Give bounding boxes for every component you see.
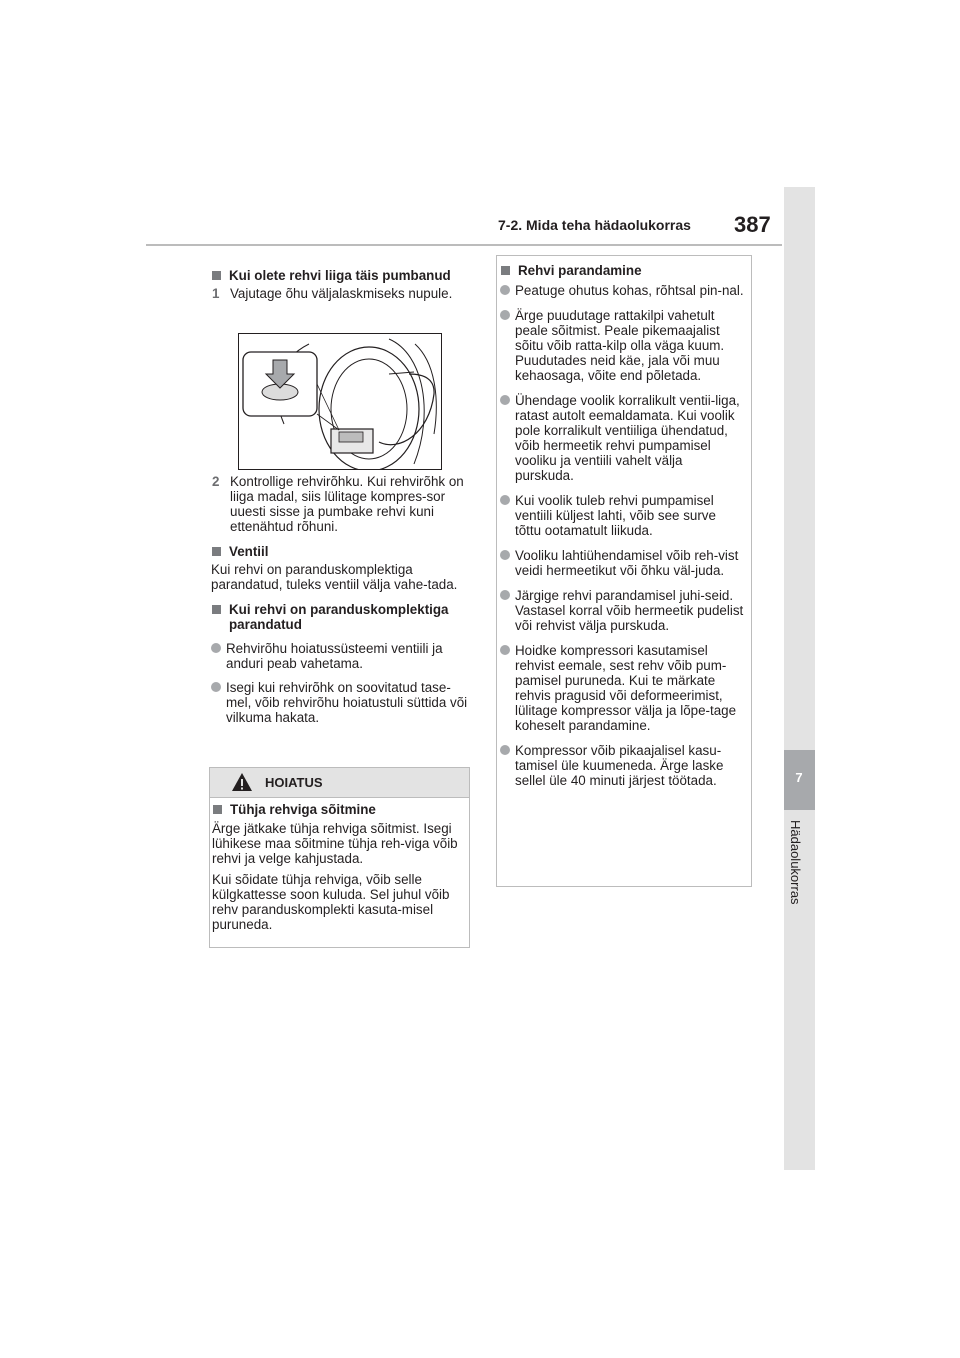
square-bullet-icon <box>213 805 222 814</box>
chapter-side-tab <box>784 187 815 1170</box>
circle-bullet-icon <box>500 285 510 295</box>
left-section-overinflated <box>211 268 469 301</box>
chapter-number: 7 <box>795 770 803 785</box>
left-section-continued <box>211 474 469 725</box>
section-text-ventiil: Kui rehvi on paranduskomplektiga parandatud, tuleks ventiil välja vahe-tada. <box>211 562 458 592</box>
list-item: Kompressor võib pikaajalisel kasu-tamisel üle kuumeneda. Ärge laske sellel üle 40 minuti järjest töötada. <box>500 743 744 788</box>
circle-bullet-icon <box>500 310 510 320</box>
warning-paragraph: Kui sõidate tühja rehviga, võib selle külgkattesse soon kuluda. Sel juhul võib rehv paranduskomplekti kasuta-misel puruneda. <box>212 872 450 932</box>
circle-bullet-icon <box>211 643 221 653</box>
circle-bullet-icon <box>500 550 510 560</box>
step-1: 1 Vajutage õhu väljalaskmiseks nupule. <box>212 286 453 301</box>
circle-bullet-icon <box>500 395 510 405</box>
circle-bullet-icon <box>500 645 510 655</box>
list-item: Rehvirõhu hoiatussüsteemi ventiili ja anduri peab vahetama. <box>211 641 469 671</box>
section-title-ventiil: Ventiil <box>211 544 469 559</box>
step-2: 2 Kontrollige rehvirõhku. Kui rehvirõhk on liiga madal, siis lülitage kompres-sor uuesti sisse ja pumbake rehvi kuni ettenähtud rõhuni. <box>212 474 464 534</box>
section-title-repaired: Kui rehvi on paranduskomplektiga parandatud <box>211 602 469 632</box>
circle-bullet-icon <box>211 682 221 692</box>
header-divider <box>146 244 782 246</box>
chapter-label: Hädaolukorras <box>788 820 803 905</box>
square-bullet-icon <box>212 605 221 614</box>
circle-bullet-icon <box>500 495 510 505</box>
list-item: Järgige rehvi parandamisel juhi-seid. Vastasel korral võib hermeetik pudelist või rehvist välja purskuda. <box>500 588 744 633</box>
warning-box <box>209 767 470 948</box>
circle-bullet-icon <box>500 745 510 755</box>
section-title: Kui olete rehvi liiga täis pumbanud <box>211 268 469 283</box>
warning-subtitle: Tühja rehviga sõitmine <box>212 802 462 817</box>
square-bullet-icon <box>212 271 221 280</box>
circle-bullet-icon <box>500 590 510 600</box>
repair-notes-box <box>496 255 752 887</box>
warning-body <box>212 802 462 932</box>
warning-triangle-icon <box>231 772 253 792</box>
section-header-title: 7-2. Mida teha hädaolukorras <box>498 217 691 233</box>
list-item: Ühendage voolik korralikult ventii-liga, ratast autolt eemaldamata. Kui voolik pole korralikult ventiiliga ühendatud, võib hermeetik rehvi pumpamisel vooliku ja ventiili vahelt välja purskuda. <box>500 393 744 483</box>
repair-notes-content <box>500 263 744 788</box>
page-number: 387 <box>734 212 771 237</box>
list-item: Kui voolik tuleb rehvi pumpamisel ventiili küljest lahti, võib see surve tõttu ootamatult liikuda. <box>500 493 744 538</box>
list-item: Hoidke kompressori kasutamisel rehvist eemale, sest rehv võib pum-pamisel puruneda. Kui te märkate rehvis pragusid või deformeerimist, lülitage kompressor välja ja lõpe-tage koheselt parandamine. <box>500 643 744 733</box>
square-bullet-icon <box>212 547 221 556</box>
warning-paragraph: Ärge jätkake tühja rehviga sõitmist. Isegi lühikese maa sõitmine tühja reh-viga võib rehvi ja velge kahjustada. <box>212 821 458 866</box>
list-item: Isegi kui rehvirõhk on soovitatud tase-mel, võib rehvirõhu hoiatustuli süttida või vilkuma hakata. <box>211 680 469 725</box>
warning-title: HOIATUS <box>265 775 323 790</box>
list-item: Peatuge ohutus kohas, rõhtsal pin-nal. <box>500 283 744 298</box>
warning-header <box>210 768 469 798</box>
compressor-illustration <box>238 333 442 470</box>
tire-compressor-drawing <box>239 334 441 469</box>
list-item: Ärge puudutage rattakilpi vahetult peale sõitmist. Peale pikemaajalist sõitu võib ratta-kilp olla väga kuum. Puudutades neid käe, jala või muu kehaosaga, võite end põletada. <box>500 308 744 383</box>
list-item: Vooliku lahtiühendamisel võib reh-vist veidi hermeetikut või õhku väl-juda. <box>500 548 744 578</box>
section-title-repair: Rehvi parandamine <box>500 263 744 278</box>
square-bullet-icon <box>501 266 510 275</box>
